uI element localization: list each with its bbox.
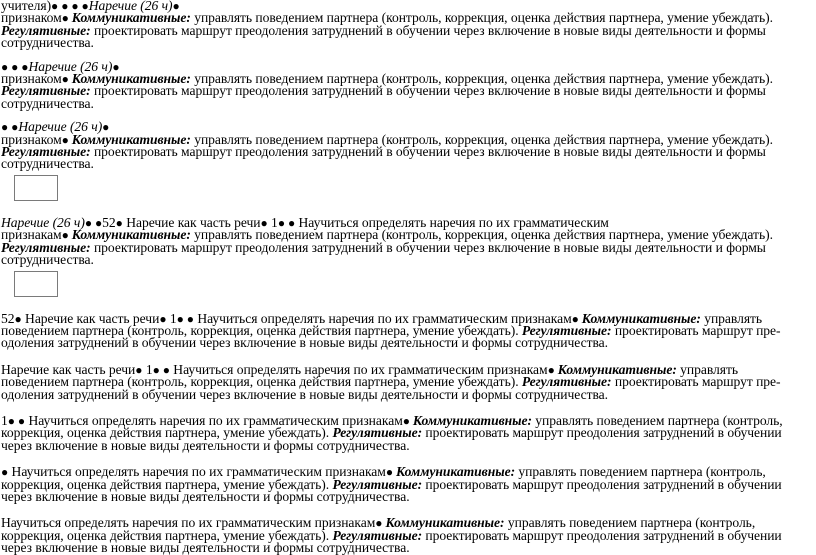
bullet-glyph: ● xyxy=(14,311,22,326)
text-block xyxy=(1,466,811,503)
bold-label: Коммуникативные: xyxy=(71,131,191,147)
italic-heading: Наречие (26 ч) xyxy=(18,119,103,135)
text-run: управлять поведением партнера (контроль, коррекция, оценка действия партнера, умение убеждать). xyxy=(190,131,773,147)
text-run: Научиться определять наречия по их грамматическим xyxy=(295,214,609,230)
bullet-glyph: ● xyxy=(402,413,413,428)
text-line xyxy=(1,37,811,49)
block-spacer xyxy=(1,50,811,61)
text-block xyxy=(1,0,811,50)
text-run: одоления затруднений в обучении через включение в новые виды деятельности и формы сотрудничества. xyxy=(1,335,608,351)
bullet-glyph: ● ● ● ● xyxy=(51,0,89,13)
text-run: сотрудничества. xyxy=(1,35,94,51)
bullet-glyph: ● xyxy=(547,362,558,377)
bullet-glyph: ● xyxy=(112,59,120,74)
text-block xyxy=(1,214,811,268)
bold-label: Регулятивные: xyxy=(332,425,423,441)
bullet-glyph: ● xyxy=(61,11,72,26)
bullet-glyph: ● xyxy=(1,465,9,480)
text-run: Наречие как часть речи xyxy=(1,361,136,377)
text-run: проектировать маршрут преодоления затруднений в обучении через включение в новые виды деятельности и формы xyxy=(90,22,766,38)
bold-label: Коммуникативные: xyxy=(396,464,516,480)
text-run: управлять xyxy=(676,361,739,377)
italic-heading: Наречие (26 ч) xyxy=(88,0,173,13)
bullet-glyph: ● xyxy=(159,311,167,326)
text-block xyxy=(1,58,811,111)
bold-label: Регулятивные: xyxy=(1,239,91,255)
text-run: Научиться определять наречия по их грамматическим признакам xyxy=(1,515,376,531)
text-run: Научиться определять наречия по их грамматическим признакам xyxy=(8,464,386,480)
bullet-glyph: ● xyxy=(135,362,143,377)
block-spacer xyxy=(1,110,811,121)
text-run: признаком xyxy=(1,10,62,26)
bullet-glyph: ● xyxy=(61,132,72,147)
bold-label: Коммуникативные: xyxy=(412,412,532,428)
bold-label: Коммуникативные: xyxy=(71,227,191,243)
text-run: 52 xyxy=(1,310,15,326)
bullet-glyph: ● ● xyxy=(1,120,19,135)
text-run: управлять поведением партнера (контроль, xyxy=(504,515,756,531)
text-run: поведением партнера (контроль, коррекция, оценка действия партнера, умение убеждать). xyxy=(1,322,522,338)
empty-frame xyxy=(14,271,58,297)
text-run: проектировать маршрут преодоления затруднений в обучении xyxy=(422,476,782,492)
bullet-glyph: ● xyxy=(260,215,268,230)
bold-label: Коммуникативные: xyxy=(71,10,191,26)
text-run: управлять поведением партнера (контроль, коррекция, оценка действия партнера, умение убеждать). xyxy=(190,71,773,87)
bold-label: Регулятивные: xyxy=(1,83,91,99)
bullet-glyph: ● ● xyxy=(176,311,194,326)
text-run: Наречие как часть речи xyxy=(122,214,261,230)
text-block xyxy=(1,517,811,554)
bullet-glyph: ● xyxy=(102,120,110,135)
text-run: одоления затруднений в обучении через включение в новые виды деятельности и формы сотрудничества. xyxy=(1,386,608,402)
text-run: через включение в новые виды деятельности и формы сотрудничества. xyxy=(1,437,410,453)
text-run: коррекция, оценка действия партнера, умение убеждать). xyxy=(1,425,333,441)
bullet-glyph: ● ● xyxy=(152,362,170,377)
text-run: управлять поведением партнера (контроль, xyxy=(515,464,766,480)
bullet-glyph: ● xyxy=(61,228,72,243)
text-run: 1 xyxy=(166,310,177,326)
text-run: проектировать маршрут преодоления затруднений в обучении xyxy=(422,527,782,543)
text-run: сотрудничества. xyxy=(1,95,94,111)
text-run: через включение в новые виды деятельности и формы сотрудничества. xyxy=(1,488,410,504)
text-run: Научиться определять наречия по их грамматическим признакам xyxy=(169,361,548,377)
text-run: сотрудничества. xyxy=(1,156,94,172)
bold-label: Регулятивные: xyxy=(332,527,423,543)
text-run: сотрудничества. xyxy=(1,252,94,268)
bold-label: Коммуникативные: xyxy=(385,515,505,531)
text-line xyxy=(1,437,811,453)
bold-label: Регулятивные: xyxy=(521,374,612,390)
text-run: проектировать маршрут пре- xyxy=(611,374,781,390)
text-run: управлять xyxy=(700,310,763,326)
text-run: проектировать маршрут пре- xyxy=(611,322,781,338)
bullet-glyph: ● xyxy=(571,311,582,326)
text-line xyxy=(1,146,811,158)
text-run: Наречие как часть речи xyxy=(21,310,160,326)
text-run: 1 xyxy=(267,214,278,230)
text-run: учителя) xyxy=(1,0,52,13)
text-block xyxy=(1,310,811,351)
bold-label: Регулятивные: xyxy=(1,144,91,160)
bold-label: Регулятивные: xyxy=(332,476,423,492)
text-line xyxy=(1,22,811,38)
block-spacer xyxy=(1,267,811,313)
bold-label: Коммуникативные: xyxy=(71,71,191,87)
text-block xyxy=(1,121,811,171)
text-run: управлять поведением партнера (контроль, коррекция, оценка действия партнера, умение убеждать). xyxy=(190,10,773,26)
bullet-glyph: ● xyxy=(172,0,180,13)
text-run: Научиться определять наречия по их грамматическим признакам xyxy=(194,310,572,326)
bullet-glyph: ● ● xyxy=(84,215,103,230)
text-run: коррекция, оценка действия партнера, умение убеждать). xyxy=(1,527,333,543)
text-line xyxy=(1,488,811,504)
empty-frame xyxy=(14,175,58,201)
text-run: проектировать маршрут преодоления затруднений в обучении через включение в новые виды деятельности и формы xyxy=(90,144,766,160)
text-block xyxy=(1,412,811,453)
italic-heading: Наречие (26 ч) xyxy=(1,214,85,230)
text-block xyxy=(1,361,811,402)
bullet-glyph: ● xyxy=(385,465,396,480)
text-run: 52 xyxy=(102,214,116,230)
text-run: проектировать маршрут преодоления затруднений в обучении через включение в новые виды деятельности и формы xyxy=(90,239,766,255)
text-run: признаком xyxy=(1,131,62,147)
text-run: через включение в новые виды деятельности и формы сотрудничества. xyxy=(1,540,410,555)
text-run: 1 xyxy=(1,412,8,428)
bullet-glyph: ● ● xyxy=(7,413,26,428)
text-run: коррекция, оценка действия партнера, умение убеждать). xyxy=(1,476,333,492)
italic-heading: Наречие (26 ч) xyxy=(28,58,113,74)
bullet-glyph: ● xyxy=(115,215,123,230)
bold-label: Регулятивные: xyxy=(521,322,612,338)
bold-label: Коммуникативные: xyxy=(581,310,701,326)
text-run: управлять поведением партнера (контроль, коррекция, оценка действия партнера, умение убеждать). xyxy=(190,227,773,243)
text-run: проектировать маршрут преодоления затруднений в обучении через включение в новые виды деятельности и формы xyxy=(90,83,766,99)
text-line xyxy=(1,85,811,97)
text-run: 1 xyxy=(142,361,153,377)
bold-label: Коммуникативные: xyxy=(557,361,677,377)
bullet-glyph: ● xyxy=(375,516,386,531)
text-run: поведением партнера (контроль, коррекция, оценка действия партнера, умение убеждать). xyxy=(1,374,522,390)
bold-label: Регулятивные: xyxy=(1,22,91,38)
text-line xyxy=(1,337,811,349)
text-line xyxy=(1,158,811,170)
text-run: проектировать маршрут преодоления затруднений в обучении xyxy=(422,425,782,441)
text-run: управлять поведением партнера (контроль, xyxy=(531,412,783,428)
text-line xyxy=(1,386,811,402)
text-line xyxy=(1,95,811,111)
bullet-glyph: ● ● ● xyxy=(1,59,29,74)
text-run: Научиться определять наречия по их грамматическим признакам xyxy=(25,412,403,428)
text-run: признакам xyxy=(1,227,62,243)
bullet-glyph: ● xyxy=(61,72,72,87)
block-spacer xyxy=(1,171,811,217)
text-run: признаком xyxy=(1,71,62,87)
text-line xyxy=(1,542,811,554)
text-line xyxy=(1,254,811,266)
text-line xyxy=(1,239,811,255)
bullet-glyph: ● ● xyxy=(277,215,296,230)
